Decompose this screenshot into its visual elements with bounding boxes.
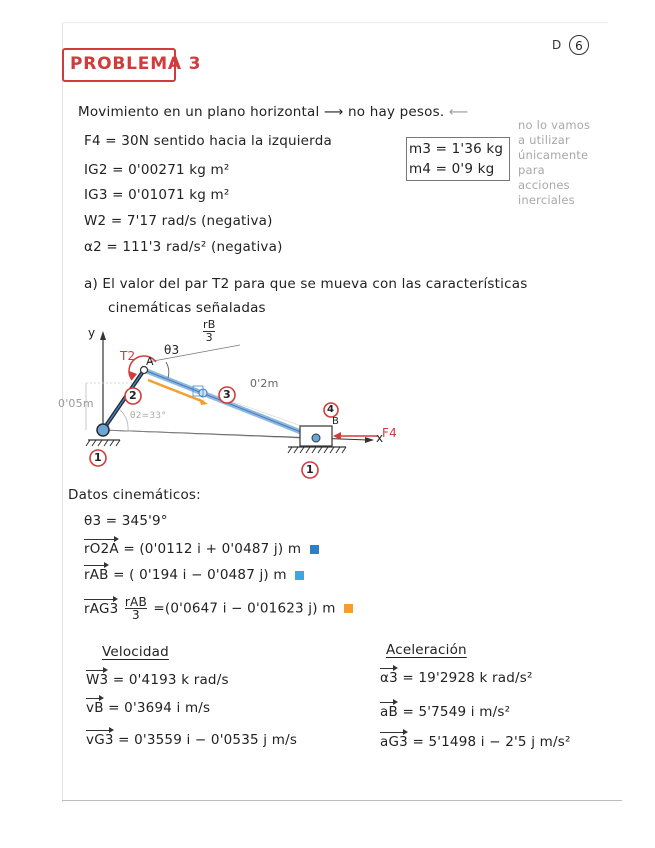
r-ag3-frac-den: 3 xyxy=(131,608,140,622)
r-ag3-value: =(0'0647 i − 0'01623 j) m xyxy=(153,600,336,617)
link-2-number: 2 xyxy=(129,389,137,402)
statement-no-weights: no hay pesos. xyxy=(348,104,445,120)
x-axis-label: x xyxy=(376,431,384,445)
question-line-2: cinemáticas señaladas xyxy=(108,300,266,316)
a3-value: = 19'2928 k rad/s² xyxy=(402,670,533,686)
r-ag3-label: rAG3 xyxy=(84,600,119,617)
problem-title: PROBLEMA 3 xyxy=(70,54,202,74)
velocity-heading: Velocidad xyxy=(102,644,169,660)
dim-line-rb3 xyxy=(148,345,240,362)
theta3-arc xyxy=(166,362,169,378)
kinematic-heading: Datos cinemáticos: xyxy=(68,487,201,503)
theta2-label: θ2=33° xyxy=(130,411,166,421)
w3-label: W3 xyxy=(86,672,109,688)
side-note-line: para xyxy=(518,163,545,177)
page-number: 6 xyxy=(569,35,589,55)
velocity-w3 xyxy=(86,672,229,688)
velocity-vb xyxy=(86,700,210,716)
kinematic-theta3: θ3 = 345'9° xyxy=(84,513,168,529)
statement-w2: W2 = 7'17 rad/s (negativa) xyxy=(84,213,273,229)
ag3-label: aG3 xyxy=(380,734,408,750)
r-ab-label: rAB xyxy=(84,567,109,583)
arrow-right-icon: ⟶ xyxy=(323,104,344,120)
vg3-label: vG3 xyxy=(86,732,114,748)
statement-a2: α2 = 111'3 rad/s² (negativa) xyxy=(84,239,283,255)
ab-value: = 5'7549 i m/s² xyxy=(402,704,511,720)
ab-label: aB xyxy=(380,704,398,720)
r-ag3-arrowhead xyxy=(199,398,208,405)
length-005-label: 0'05m xyxy=(58,397,94,410)
statement-ig2: IG2 = 0'00271 kg m² xyxy=(84,162,230,178)
link-4-number: 4 xyxy=(327,404,335,415)
question-line-1: a) El valor del par T2 para que se mueva con las características xyxy=(84,276,528,292)
rb3-label xyxy=(203,319,215,344)
rb3-den: 3 xyxy=(205,331,213,344)
mass-m3: m3 = 1'36 kg xyxy=(409,141,504,157)
f4-label: F4 xyxy=(382,426,397,440)
x-axis-arrow xyxy=(365,437,374,443)
point-b-label: B xyxy=(332,416,340,427)
orange-swatch-icon xyxy=(344,604,353,613)
side-note-line: inerciales xyxy=(518,193,575,207)
link-3-edge xyxy=(144,370,316,438)
r-ag3-fraction xyxy=(125,596,147,621)
ground-hatch-slider xyxy=(288,447,346,453)
length-02-label: 0'2m xyxy=(250,377,279,390)
acceleration-a3 xyxy=(380,670,533,686)
side-note-line: únicamente xyxy=(518,148,589,162)
r-ag3-frac-num: rAB xyxy=(124,595,147,609)
theta2-arc xyxy=(120,410,128,430)
blue-light-swatch-icon xyxy=(295,571,304,580)
y-axis-label: y xyxy=(88,326,96,340)
pin-b xyxy=(312,434,320,442)
point-a-label: A xyxy=(146,355,154,368)
r-ab-value: = ( 0'194 i − 0'0487 j) m xyxy=(113,567,287,583)
kinematic-r-o2a xyxy=(84,541,319,557)
ground-hatch-o2 xyxy=(86,440,120,446)
r-o2a-value: = (0'0112 i + 0'0487 j) m xyxy=(123,541,302,557)
velocity-vg3 xyxy=(86,732,297,748)
link-3-number: 3 xyxy=(223,388,231,401)
kinematic-r-ab xyxy=(84,567,304,583)
rb3-num: rB xyxy=(203,318,216,331)
link-1a-number: 1 xyxy=(94,451,102,464)
r-o2a-label: rO2A xyxy=(84,541,119,557)
side-note-line: a utilizar xyxy=(518,133,570,147)
acceleration-ag3 xyxy=(380,734,571,750)
statement-ig3: IG3 = 0'01071 kg m² xyxy=(84,187,230,203)
vb-label: vB xyxy=(86,700,104,716)
theta3-label: θ3 xyxy=(164,343,180,357)
statement-force: F4 = 30N sentido hacia la izquierda xyxy=(84,133,332,149)
t2-label: T2 xyxy=(120,349,136,363)
blue-dark-swatch-icon xyxy=(310,545,319,554)
y-axis-arrow xyxy=(100,331,106,340)
acceleration-ab xyxy=(380,704,510,720)
pivot-o2 xyxy=(97,424,109,436)
ground-line xyxy=(103,430,300,438)
page-letter: D xyxy=(552,38,562,52)
kinematic-r-ag3 xyxy=(84,596,353,621)
side-note-line: no lo vamos xyxy=(518,118,591,132)
statement-plane-text: Movimiento en un plano horizontal xyxy=(78,104,320,120)
vg3-value: = 0'3559 i − 0'0535 j m/s xyxy=(118,732,298,748)
link-1b-number: 1 xyxy=(306,463,314,476)
mass-m4: m4 = 0'9 kg xyxy=(409,161,495,177)
arrow-left-icon: ⟵ xyxy=(448,104,469,120)
a3-label: α3 xyxy=(380,670,398,686)
w3-value: = 0'4193 k rad/s xyxy=(112,672,229,688)
acceleration-heading: Aceleración xyxy=(386,642,467,658)
side-note-line: acciones xyxy=(518,178,570,192)
ag3-value: = 5'1498 i − 2'5 j m/s² xyxy=(412,734,571,750)
vb-value: = 0'3694 i m/s xyxy=(108,700,211,716)
